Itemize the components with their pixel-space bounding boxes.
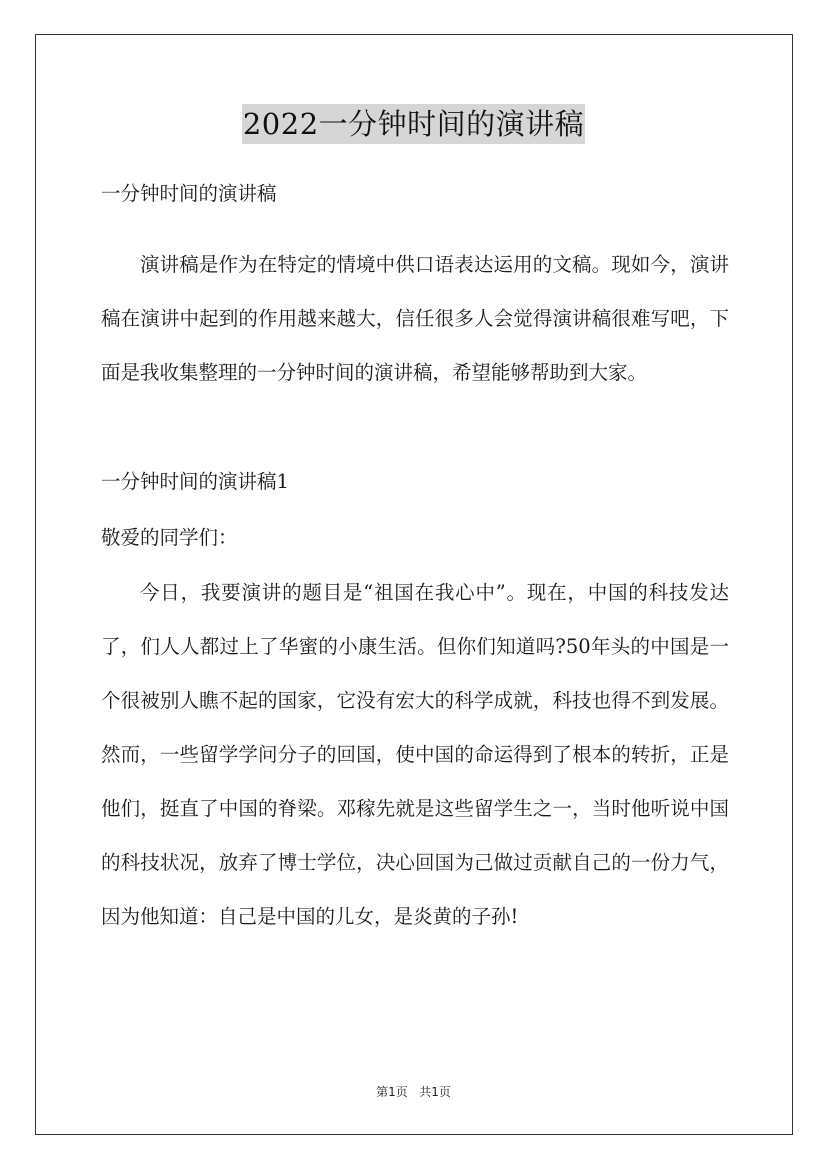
intro-paragraph: 演讲稿是作为在特定的情境中供口语表达运用的文稿。现如今，演讲稿在演讲中起到的作用越来越大，信任很多人会觉得演讲稿很难写吧，下面是我收集整理的一分钟时间的演讲稿，希望能够帮助到大家。 (101, 253, 729, 384)
page-total: 共1页 (419, 1085, 451, 1099)
spacer (101, 216, 729, 238)
body-paragraph: 今日，我要演讲的题目是“祖国在我心中”。现在，中国的科技发达了，们人人都过上了华蜜的小康生活。但你们知道吗?50年头的中国是一个很被别人瞧不起的国家，它没有宏大的科学成就，科技也得不到发展。然而，一些留学学问分子的回国，使中国的命运得到了根本的转折，正是他们，挺直了中国的脊梁。邓稼先就是这些留学生之一，当时他听说中国的科技状况，放弃了博士学位，决心回国为己做过贡献自己的一份力气，因为他知道：自己是中国的儿女，是炎黄的子孙! (101, 581, 729, 928)
page-number: 第1页 (376, 1085, 408, 1099)
spacer (101, 400, 729, 460)
salutation: 敬爱的同学们： (101, 526, 238, 549)
page-footer (0, 1083, 827, 1100)
document-body (101, 172, 729, 944)
title-wrapper (0, 104, 827, 144)
section-title: 一分钟时间的演讲稿1 (101, 470, 289, 493)
document-title: 2022一分钟时间的演讲稿 (242, 104, 585, 144)
document-subtitle: 一分钟时间的演讲稿 (101, 182, 277, 205)
